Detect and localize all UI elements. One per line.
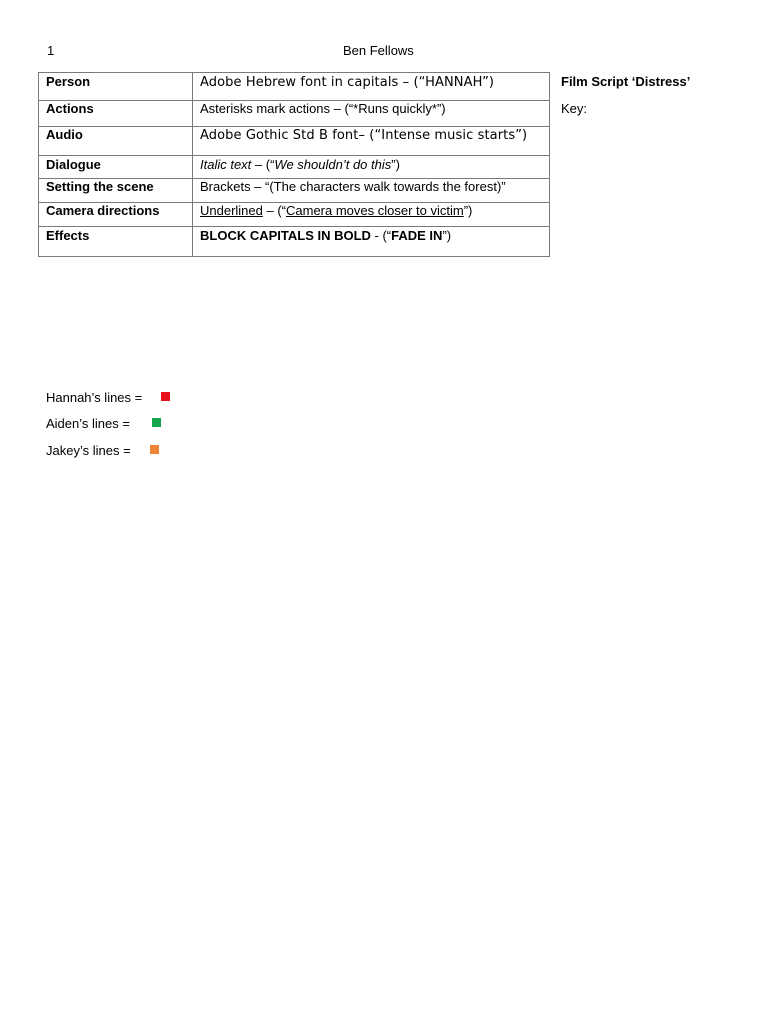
key-description xyxy=(193,127,550,156)
key-description-text: – (“ xyxy=(251,157,275,172)
key-term: Person xyxy=(39,73,193,101)
key-term: Setting the scene xyxy=(39,179,193,203)
key-table-row xyxy=(39,73,550,101)
legend-item-jakey xyxy=(46,443,131,458)
key-description-text: Underlined xyxy=(200,203,263,218)
legend-label: Aiden’s lines = xyxy=(46,416,130,431)
key-description-text: ”) xyxy=(391,157,400,172)
key-description xyxy=(193,203,550,227)
green-swatch-icon xyxy=(152,418,161,427)
key-table-row xyxy=(39,227,550,257)
legend-label: Jakey’s lines = xyxy=(46,443,131,458)
key-description-text: ”) xyxy=(463,203,473,218)
orange-swatch-icon xyxy=(150,445,159,454)
key-term: Dialogue xyxy=(39,156,193,179)
key-description xyxy=(193,73,550,101)
key-description-text: – (“ xyxy=(262,203,286,218)
key-description-text: Adobe Hebrew font in capitals – (“HANNAH”) xyxy=(200,75,495,90)
red-swatch-icon xyxy=(161,392,170,401)
key-table-row xyxy=(39,101,550,127)
key-description xyxy=(193,179,550,203)
key-description xyxy=(193,101,550,127)
legend-label: Hannah’s lines = xyxy=(46,390,143,405)
key-description-text: ”) xyxy=(442,228,452,243)
script-title: Film Script ‘Distress’ xyxy=(561,74,691,89)
key-description-text: Italic text xyxy=(200,157,252,172)
key-description-text: FADE IN xyxy=(391,228,443,243)
key-description-text: Brackets – “(The characters walk towards the forest)” xyxy=(200,179,506,194)
page-number: 1 xyxy=(47,43,55,58)
key-table-row xyxy=(39,127,550,156)
key-term: Actions xyxy=(39,101,193,127)
key-description-text: Camera moves closer to victim xyxy=(286,203,464,218)
key-description-text: Adobe Gothic Std B font– (“Intense music starts”) xyxy=(200,128,528,143)
legend-item-aiden xyxy=(46,416,130,431)
key-term: Camera directions xyxy=(39,203,193,227)
legend-item-hannah xyxy=(46,390,142,405)
key-description-text: BLOCK CAPITALS IN BOLD xyxy=(200,228,371,243)
key-table-row xyxy=(39,203,550,227)
formatting-key-table xyxy=(38,72,550,257)
key-term: Audio xyxy=(39,127,193,156)
key-description xyxy=(193,227,550,257)
key-description xyxy=(193,156,550,179)
key-table-row xyxy=(39,156,550,179)
key-description-text: Asterisks mark actions – (“*Runs quickly*”) xyxy=(200,101,446,116)
key-table-row xyxy=(39,179,550,203)
key-description-text: We shouldn’t do this xyxy=(274,157,392,172)
key-term: Effects xyxy=(39,227,193,257)
key-description-text: - (“ xyxy=(370,228,392,243)
author-name: Ben Fellows xyxy=(343,43,414,58)
key-label: Key: xyxy=(561,101,588,116)
